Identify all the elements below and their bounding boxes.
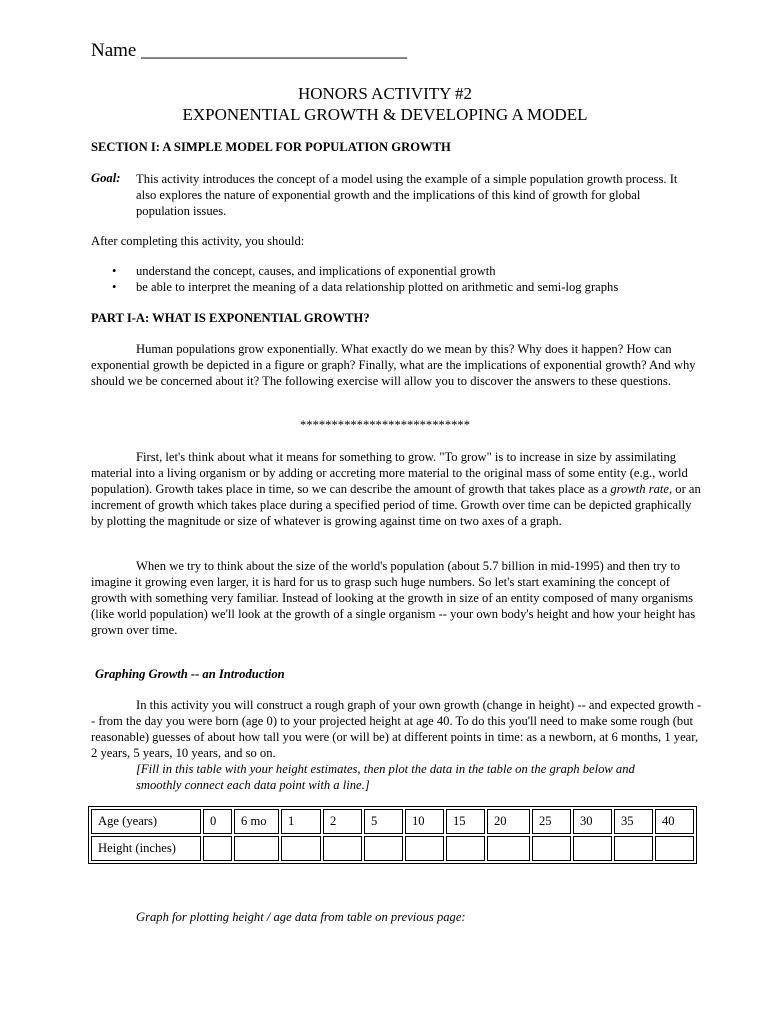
part-1a-paragraph-1: Human populations grow exponentially. What exactly do we mean by this? Why does it happen? How can exponential growth be depicted in a figure or graph? Finally, what are the implications of exponential growth? And why should we be concerned about it? The following exercise will allow you to discover the answers to these questions. [91, 342, 696, 388]
height-row-label: Height (inches) [91, 836, 201, 861]
part-1a-paragraph-2 [91, 449, 703, 529]
age-cell: 6 mo [234, 809, 279, 834]
height-input-cell[interactable] [487, 836, 530, 861]
height-input-cell[interactable] [405, 836, 444, 861]
graph-caption: Graph for plotting height / age data from table on previous page: [136, 910, 466, 924]
age-cell: 25 [532, 809, 571, 834]
age-cell: 10 [405, 809, 444, 834]
height-input-cell[interactable] [655, 836, 694, 861]
bullet-icon: • [112, 264, 117, 278]
age-cell: 35 [614, 809, 653, 834]
goal-label: Goal: [91, 171, 121, 185]
age-row-label: Age (years) [91, 809, 201, 834]
part-1a-heading: PART I-A: WHAT IS EXPONENTIAL GROWTH? [91, 311, 370, 325]
age-cell: 40 [655, 809, 694, 834]
height-input-cell[interactable] [446, 836, 485, 861]
height-input-cell[interactable] [573, 836, 612, 861]
section-1-heading: SECTION I: A SIMPLE MODEL FOR POPULATION GROWTH [91, 140, 451, 154]
table-row [91, 836, 694, 861]
bullet-item-1: understand the concept, causes, and implications of exponential growth [136, 264, 496, 278]
age-cell: 15 [446, 809, 485, 834]
para2-text-b: , or an increment of growth which takes place during a specified period of time. Growth over time can be depicted graphically by plotting the magnitude or size of whatever is growing against time on two axes of a graph. [91, 482, 701, 528]
height-input-cell[interactable] [323, 836, 362, 861]
age-cell: 5 [364, 809, 403, 834]
stars-divider: *************************** [299, 418, 470, 432]
title-line-1: HONORS ACTIVITY #2 [297, 84, 473, 103]
height-input-cell[interactable] [532, 836, 571, 861]
height-age-table [88, 806, 697, 864]
table-row [91, 809, 694, 834]
goal-text: This activity introduces the concept of a model using the example of a simple population growth process. It also explores the nature of exponential growth and the implications of this kind of growth for global population issues. [136, 172, 678, 218]
graphing-heading: Graphing Growth -- an Introduction [95, 667, 285, 681]
table-instruction: [Fill in this table with your height estimates, then plot the data in the table on the graph below and smoothly connect each data point with a line.] [136, 762, 635, 792]
para2-text-a: First, let's think about what it means for something to grow. "To grow" is to increase in size by assimilating material into a living organism or by adding or accreting more material to the original mass of some entity (e.g., world population). Growth takes place in time, so we can describe the amount of growth that takes place as a [91, 450, 688, 496]
bullet-icon: • [112, 280, 117, 294]
height-input-cell[interactable] [281, 836, 321, 861]
height-input-cell[interactable] [203, 836, 232, 861]
age-cell: 20 [487, 809, 530, 834]
height-input-cell[interactable] [234, 836, 279, 861]
age-cell: 0 [203, 809, 232, 834]
graphing-paragraph: In this activity you will construct a rough graph of your own growth (change in height) -- and expected growth -- from the day you were born (age 0) to your projected height at age 40. To do this you'll need to make some rough (but reasonable) guesses of about how tall you were (or will be) at different points in time: as a newborn, at 6 months, 1 year, 2 years, 5 years, 10 years, and so on. [91, 698, 702, 760]
bullet-item-2: be able to interpret the meaning of a data relationship plotted on arithmetic and semi-log graphs [136, 280, 619, 294]
part-1a-paragraph-3: When we try to think about the size of the world's population (about 5.7 billion in mid-1995) and then try to imagine it growing even larger, it is hard for us to grasp such huge numbers. So let's start examining the concept of growth with something very familiar. Instead of looking at the growth in size of an entity composed of many organisms (like world population) we'll look at the growth of a single organism -- your own body's height and how your height has grown over time. [91, 559, 696, 637]
height-input-cell[interactable] [364, 836, 403, 861]
after-completing-text: After completing this activity, you should: [91, 234, 305, 248]
growth-rate-term: growth rate [610, 482, 669, 496]
name-field-label: Name ____________________________ [91, 40, 408, 61]
age-cell: 30 [573, 809, 612, 834]
title-line-2: EXPONENTIAL GROWTH & DEVELOPING A MODEL [182, 105, 588, 124]
height-input-cell[interactable] [614, 836, 653, 861]
age-cell: 2 [323, 809, 362, 834]
age-cell: 1 [281, 809, 321, 834]
